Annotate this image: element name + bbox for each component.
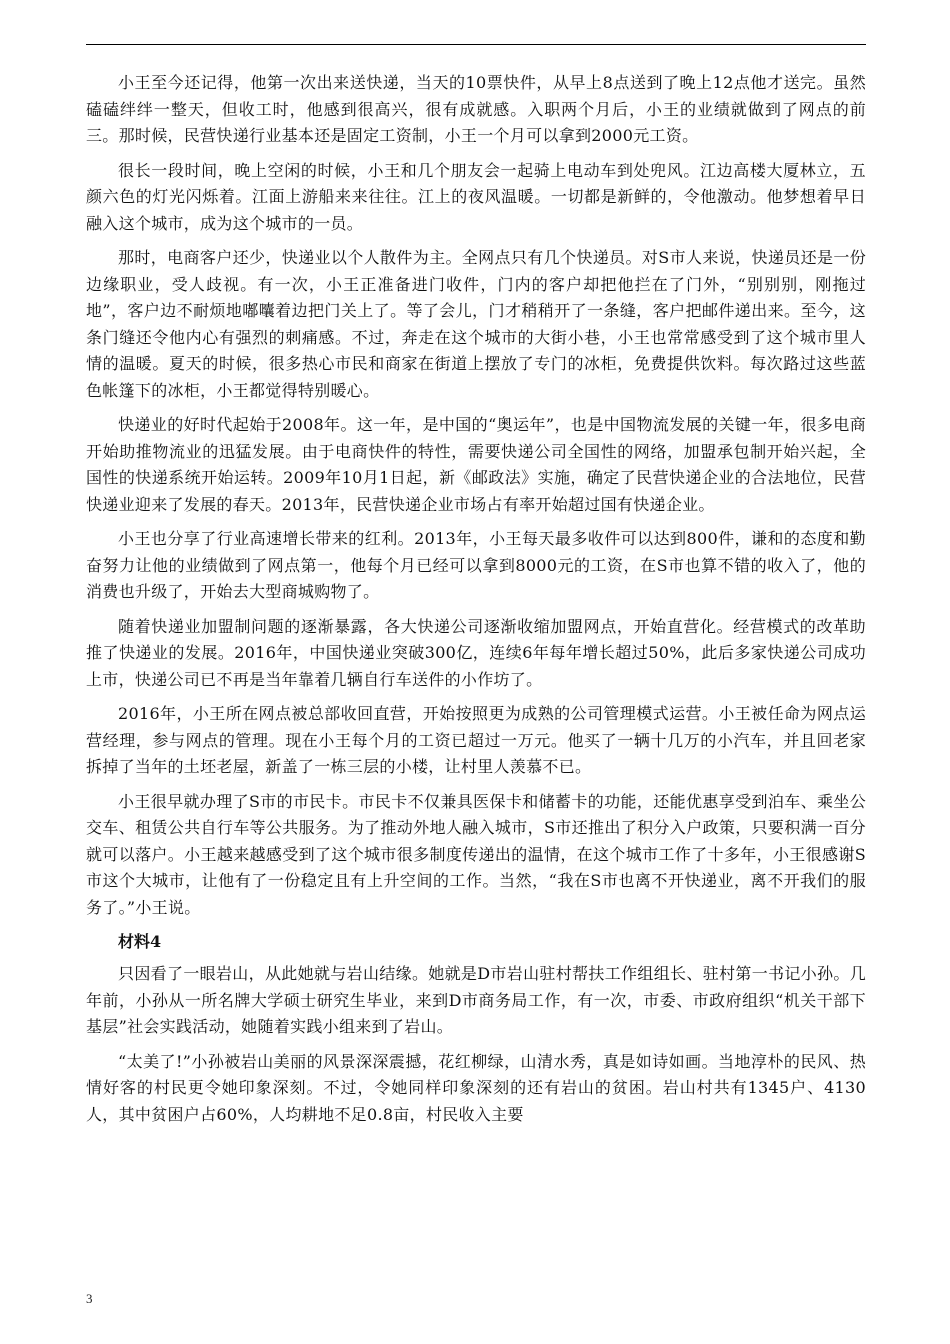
paragraph-8: 小王很早就办理了S市的市民卡。市民卡不仅兼具医保卡和储蓄卡的功能，还能优惠享受到泊车、乘坐公交车、租赁公共自行车等公共服务。为了推动外地人融入城市，S市还推出了积分入户政策，只要积满一百分就可以落户。小王越来越感受到了这个城市很多制度传递出的温情，在这个城市工作了十多年，小王很感谢S市这个大城市，让他有了一份稳定且有上升空间的工作。当然，“我在S市也离不开快递业，离不开我们的服务了。”小王说。	[86, 791, 866, 917]
paragraph-2: 很长一段时间，晚上空闲的时候，小王和几个朋友会一起骑上电动车到处兜风。江边高楼大厦林立，五颜六色的灯光闪烁着。江面上游船来来往往。江上的夜风温暖。一切都是新鲜的，令他激动。他梦想着早日融入这个城市，成为这个城市的一员。	[86, 160, 866, 233]
section-heading: 材料4	[118, 932, 162, 951]
paragraph-6: 随着快递业加盟制问题的逐渐暴露，各大快递公司逐渐收缩加盟网点，开始直营化。经营模式的改革助推了快递业的发展。2016年，中国快递业突破300亿，连续6年每年增长超过50%，此后多家快递公司成功上市，快递公司已不再是当年靠着几辆自行车送件的小作坊了。	[86, 616, 866, 689]
page-number: 3	[86, 1291, 93, 1306]
paragraph-1: 小王至今还记得，他第一次出来送快递，当天的10票快件，从早上8点送到了晚上12点他才送完。虽然磕磕绊绊一整天，但收工时，他感到很高兴，很有成就感。入职两个月后，小王的业绩就做到了网点的前三。那时候，民营快递行业基本还是固定工资制，小王一个月可以拿到2000元工资。	[86, 73, 866, 145]
paragraph-5: 小王也分享了行业高速增长带来的红利。2013年，小王每天最多收件可以达到800件，谦和的态度和勤奋努力让他的业绩做到了网点第一，他每个月已经可以拿到8000元的工资，在S市也算不错的收入了，他的消费也升级了，开始去大型商城购物了。	[86, 529, 866, 601]
header-rule	[86, 44, 866, 45]
paragraph-3: 那时，电商客户还少，快递业以个人散件为主。全网点只有几个快递员。对S市人来说，快递员还是一份边缘职业，受人歧视。有一次，小王正准备进门收件，门内的客户却把他拦在了门外，“别别别，刚拖过地”，客户边不耐烦地嘟囔着边把门关上了。等了会儿，门才稍稍开了一条缝，客户把邮件递出来。至今，这条门缝还令他内心有强烈的刺痛感。不过，奔走在这个城市的大街小巷，小王也常常感受到了这个城市里人情的温暖。夏天的时候，很多热心市民和商家在街道上摆放了专门的冰柜，免费提供饮料。每次路过这些蓝色帐篷下的冰柜，小王都觉得特别暖心。	[86, 248, 866, 400]
paragraph-4: 快递业的好时代起始于2008年。这一年，是中国的“奥运年”，也是中国物流发展的关键一年，很多电商开始助推物流业的迅猛发展。由于电商快件的特性，需要快递公司全国性的网络，加盟承包制开始兴起，全国性的快递系统开始运转。2009年10月1日起，新《邮政法》实施，确定了民营快递企业的合法地位，民营快递业迎来了发展的春天。2013年，民营快递企业市场占有率开始超过国有快递企业。	[86, 415, 866, 514]
paragraph-9: 只因看了一眼岩山，从此她就与岩山结缘。她就是D市岩山驻村帮扶工作组组长、驻村第一书记小孙。几年前，小孙从一所名牌大学硕士研究生毕业，来到D市商务局工作，有一次，市委、市政府组织“机关干部下基层”社会实践活动，她随着实践小组来到了岩山。	[86, 964, 866, 1036]
document-body	[86, 70, 866, 1136]
paragraph-7: 2016年，小王所在网点被总部收回直营，开始按照更为成熟的公司管理模式运营。小王被任命为网点运营经理，参与网点的管理。现在小王每个月的工资已超过一万元。他买了一辆十几万的小汽车，并且回老家拆掉了当年的土坯老屋，新盖了一栋三层的小楼，让村里人羡慕不已。	[86, 704, 866, 776]
paragraph-10: “太美了!”小孙被岩山美丽的风景深深震撼，花红柳绿，山清水秀，真是如诗如画。当地淳朴的民风、热情好客的村民更令她印象深刻。不过，令她同样印象深刻的还有岩山的贫困。岩山村共有1345户、4130人，其中贫困户占60%，人均耕地不足0.8亩，村民收入主要	[86, 1051, 866, 1124]
